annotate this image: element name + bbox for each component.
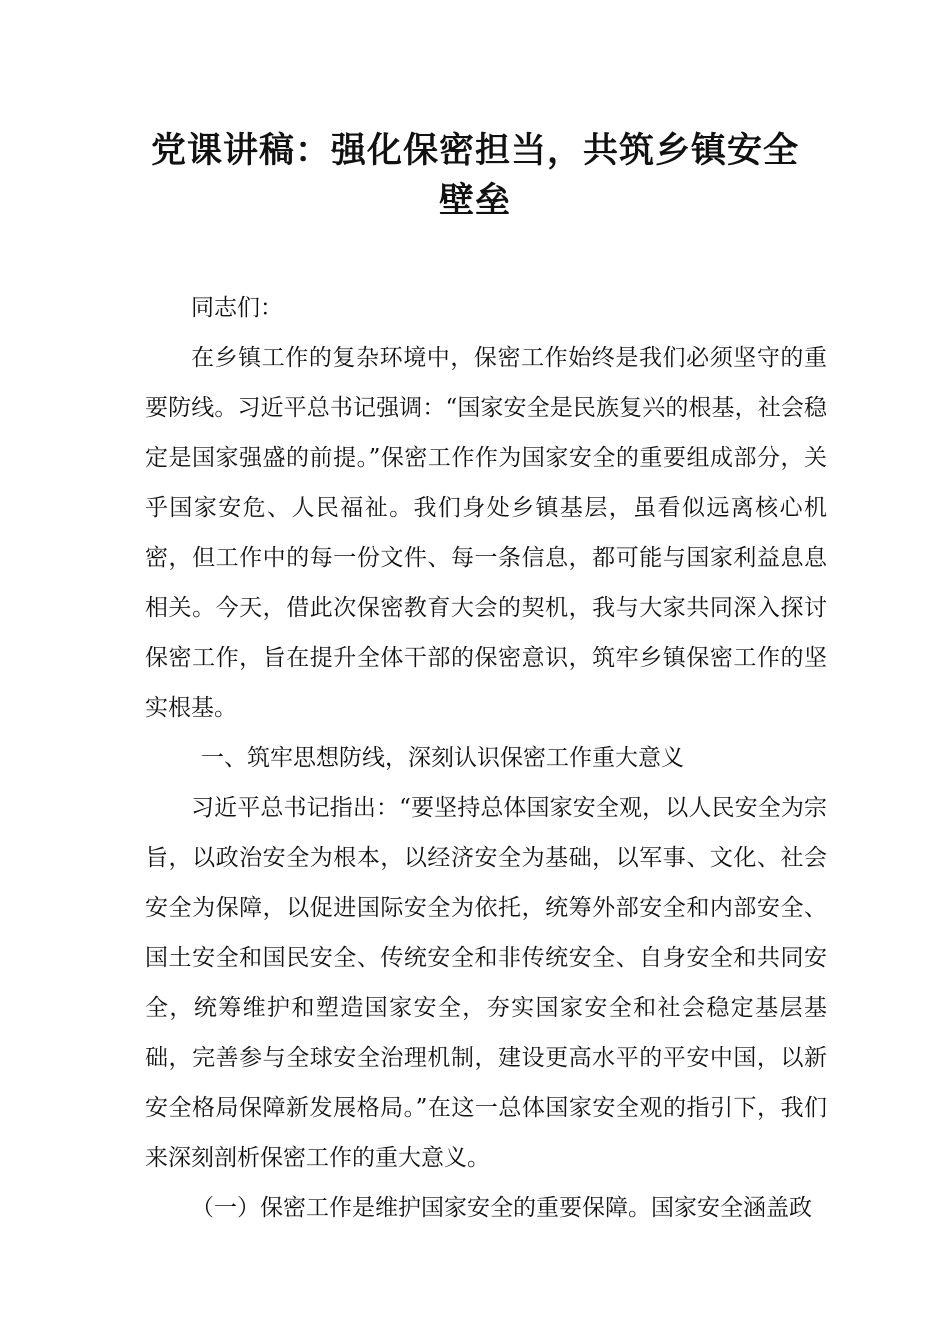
section-heading-1: 一、筑牢思想防线，深刻认识保密工作重大意义 xyxy=(201,745,684,771)
paragraph-intro: 在乡镇工作的复杂环境中，保密工作始终是我们必须坚守的重要防线。习近平总书记强调：“国家安全是民族复兴的根基，社会稳定是国家强盛的前提。”保密工作作为国家安全的重要组成部分，关乎国家安危、人民福祉。我们身处乡镇基层，虽看似远离核心机密，但工作中的每一份文件、每一条信息，都可能与国家利益息息相关。今天，借此次保密教育大会的契机，我与大家共同深入探讨保密工作，旨在提升全体干部的保密意识，筑牢乡镇保密工作的坚实根基。 xyxy=(145,345,827,721)
paragraph-subsection-1: （一）保密工作是维护国家安全的重要保障。国家安全涵盖政 xyxy=(191,1195,812,1221)
paragraph-quote: 习近平总书记指出：“要坚持总体国家安全观，以人民安全为宗旨，以政治安全为根本，以经济安全为基础，以军事、文化、社会安全为保障，以促进国际安全为依托，统筹外部安全和内部安全、国土安全和国民安全、传统安全和非传统安全、自身安全和共同安全，统筹维护和塑造国家安全，夯实国家安全和社会稳定基层基础，完善参与全球安全治理机制，建设更高水平的平安中国，以新安全格局保障新发展格局。”在这一总体国家安全观的指引下，我们来深刻剖析保密工作的重大意义。 xyxy=(145,795,827,1171)
title-line-1: 党课讲稿：强化保密担当，共筑乡镇安全 xyxy=(150,131,799,171)
document-title xyxy=(120,126,830,226)
greeting: 同志们： xyxy=(191,295,283,321)
document-body xyxy=(145,283,827,1233)
title-line-2: 壁垒 xyxy=(438,181,511,221)
